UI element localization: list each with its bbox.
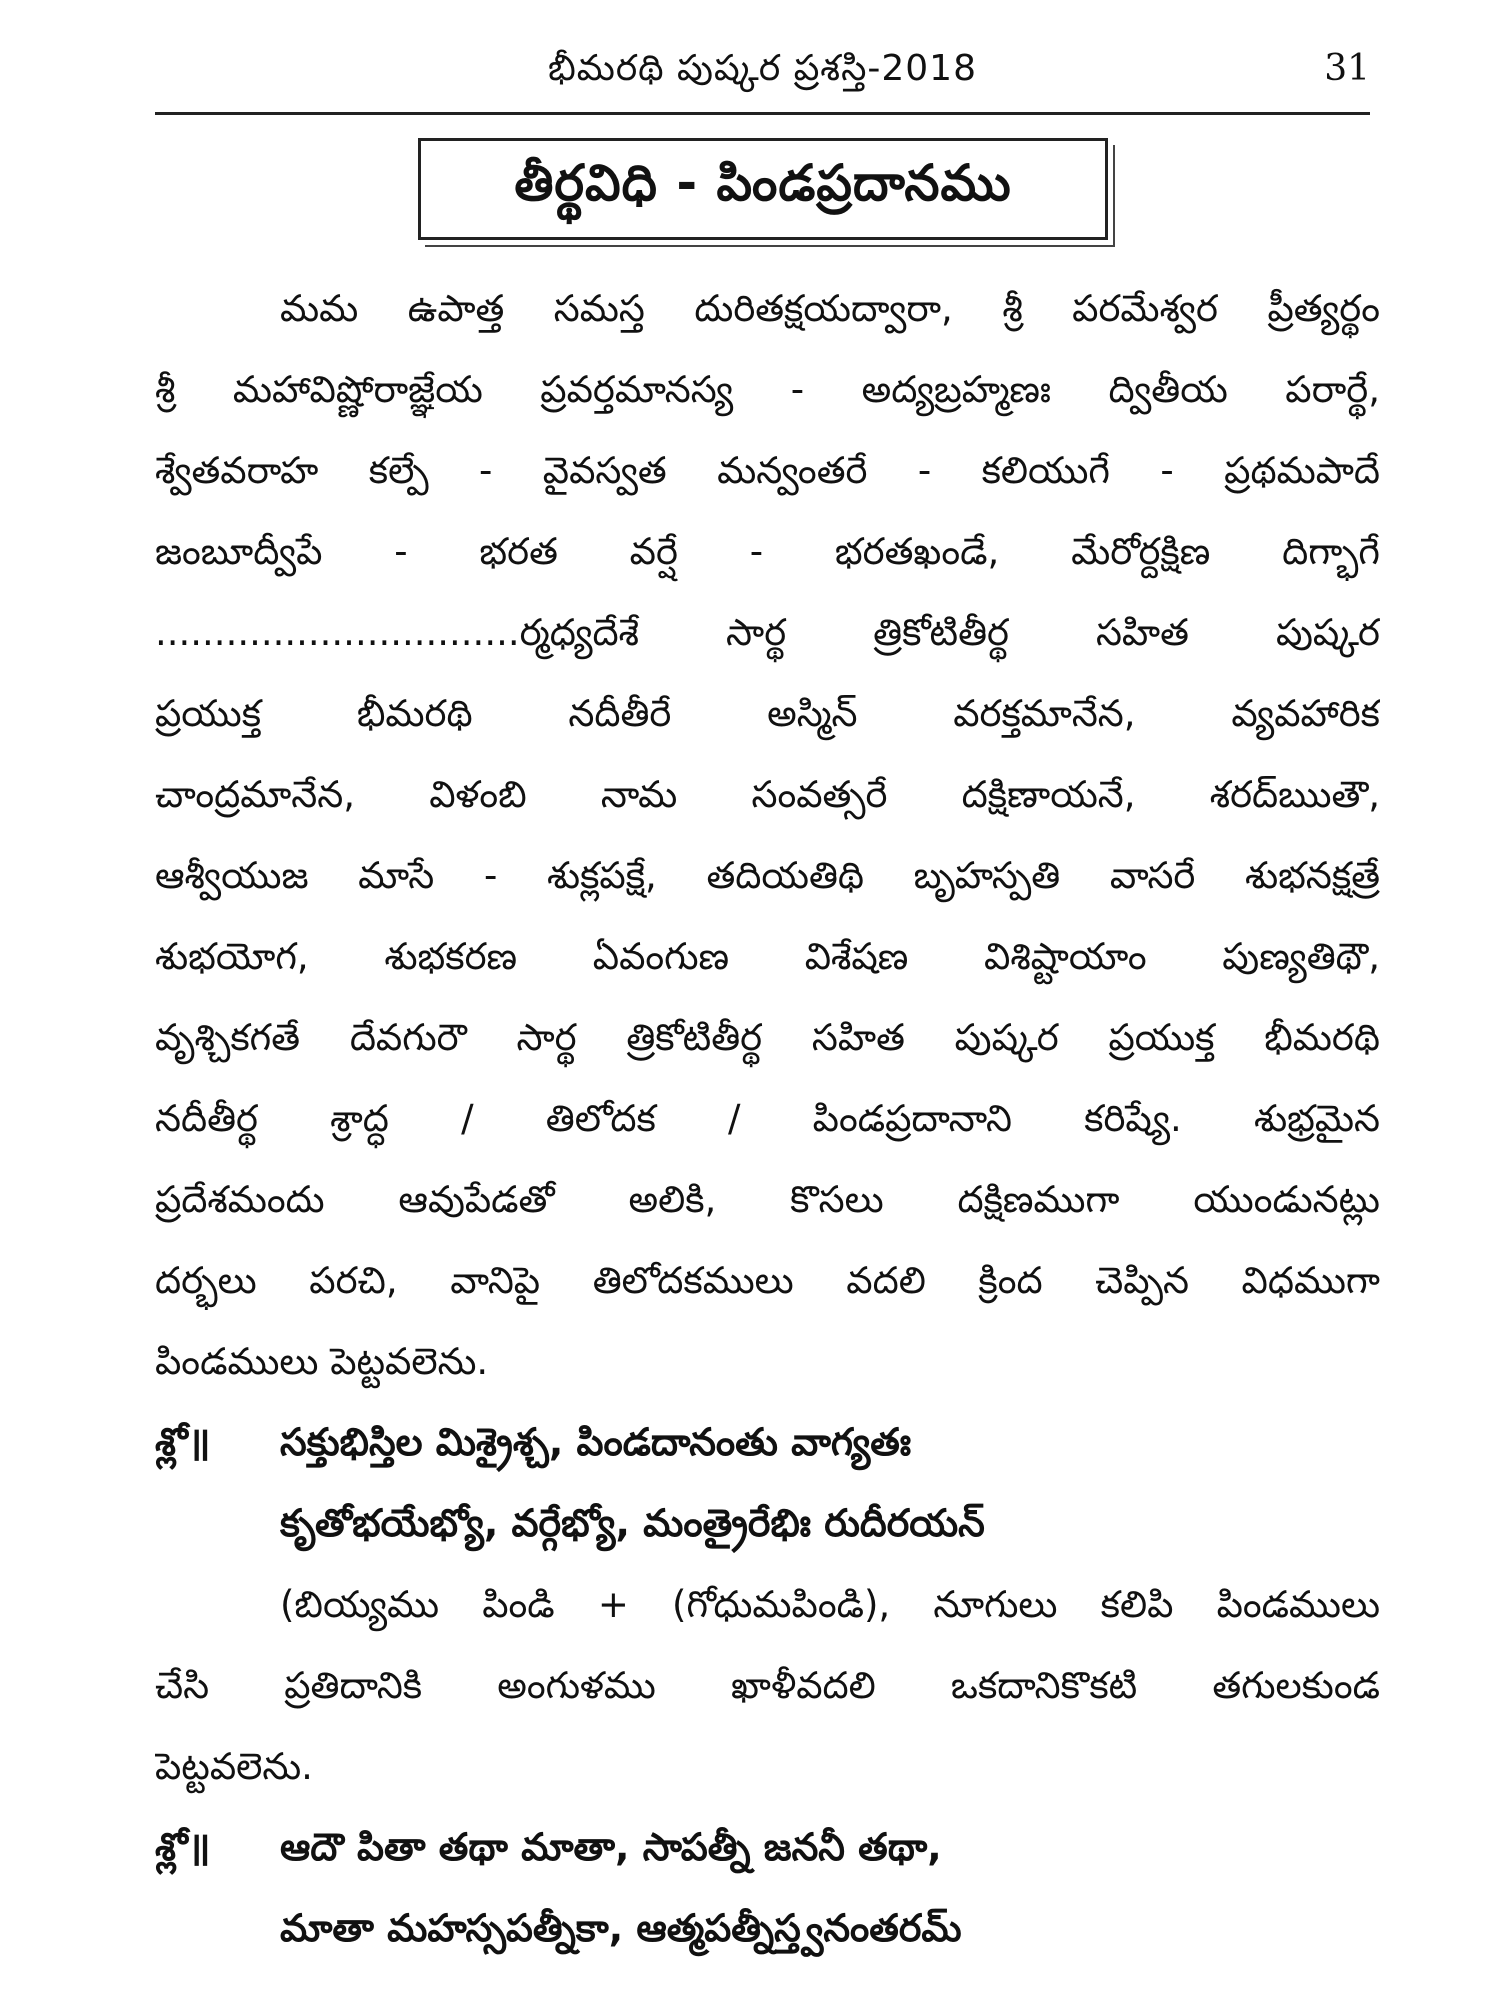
verse-label: శ్లో॥ [155,1825,211,1869]
text-line: నదీతీర్థ శ్రాద్ధ / తిలోదక / పిండప్రదానాని కరిష్యే. శుభ్రమైన [155,1097,1380,1140]
page-number: 31 [1324,48,1370,89]
text-line: పెట్టవలెను. [155,1745,313,1788]
verse-line: సక్తుభిస్తిల మిశ్రైశ్చ, పిండదానంతు వాగ్యతః [280,1420,912,1464]
text-line: చేసి ప్రతిదానికి అంగుళము ఖాళీవదలి ఒకదానికొకటి తగులకుండ [155,1664,1380,1707]
running-title: భీమరథి పుష్కర ప్రశస్తి-2018 [547,48,977,89]
text-line: ఆశ్వీయుజ మాసే - శుక్లపక్షే, తదియతిథి బృహస్పతి వాసరే శుభనక్షత్రే [155,854,1380,897]
verse-line: మాతా మహస్సపత్నీకా, ఆత్మపత్నీస్త్వనంతరమ్ [280,1906,962,1950]
text-line: వృశ్చికగతే దేవగురౌ సార్థ త్రికోటితీర్థ సహిత పుష్కర ప్రయుక్త భీమరథి [155,1016,1380,1059]
text-line: జంబూద్వీపే - భరత వర్షే - భరతఖండే, మేరోర్దక్షిణ దిగ్భాగే [155,530,1380,573]
text-line: మమ ఉపాత్త సమస్త దురితక్షయద్వారా, శ్రీ పరమేశ్వర ప్రీత్యర్థం [280,287,1380,330]
verse-label: శ్లో॥ [155,1420,211,1464]
verse-line: ఆదౌ పితా తథా మాతా, సాపత్నీ జననీ తథా, [280,1825,942,1869]
verse-1 [155,1402,1380,1483]
text-line: ప్రయుక్త భీమరథి నదీతీరే అస్మిన్ వరక్తమానేన, వ్యవహారిక [155,692,1380,735]
body-text [155,268,1380,1969]
text-line: (బియ్యము పిండి + (గోధుమపిండి), నూగులు కలిపి పిండములు [280,1583,1380,1626]
page-header [155,40,1370,110]
text-line: దర్భలు పరచి, వానిపై తిలోదకములు వదలి క్రింద చెప్పిన విధముగా [155,1259,1380,1302]
verse-line: కృతోభయేభ్యో, వర్గేభ్యో, మంత్రైరేభిః రుదీరయన్ [280,1501,985,1545]
text-line: పిండములు పెట్టవలెను. [155,1340,489,1383]
verse-2 [155,1807,1380,1888]
text-line: శ్వేతవరాహ కల్పే - వైవస్వత మన్వంతరే - కలియుగే - ప్రథమపాదే [155,449,1380,492]
text-line: శ్రీ మహావిష్ణోరాజ్ఞేయ ప్రవర్తమానస్య - అద్యబ్రహ్మణః ద్వితీయ పరార్థే, [155,368,1380,411]
section-title-box [418,138,1108,240]
header-rule [155,112,1370,115]
text-line: ...............................ర్మధ్యదేశే సార్థ త్రికోటితీర్థ సహిత పుష్కర [155,611,1380,654]
text-line: శుభయోగ, శుభకరణ ఏవంగుణ విశేషణ విశిష్టాయాం పుణ్యతిథౌ, [155,935,1380,978]
section-title: తీర్థవిధి - పిండప్రదానము [514,153,1012,212]
text-line: చాంద్రమానేన, విళంబి నామ సంవత్సరే దక్షిణాయనే, శరద్ఋతౌ, [155,773,1380,816]
text-line: ప్రదేశమందు ఆవుపేడతో అలికి, కొసలు దక్షిణముగా యుండునట్లు [155,1178,1380,1221]
